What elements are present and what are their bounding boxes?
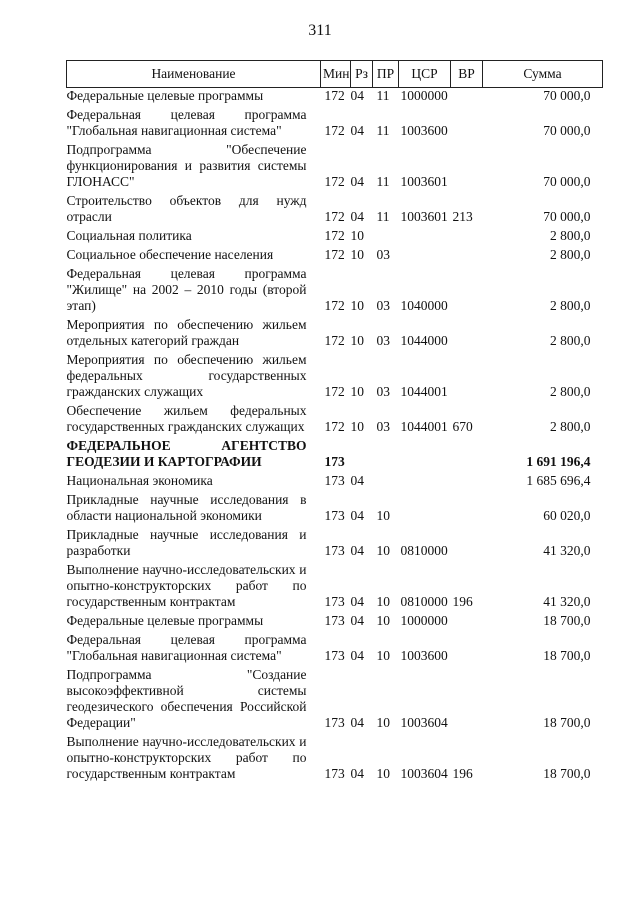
cell-min: 172: [324, 209, 345, 224]
cell-vr: [451, 107, 483, 142]
budget-table: [66, 60, 603, 785]
cell-sum: 41 320,0: [543, 594, 591, 609]
cell-csr: 1044001: [400, 419, 448, 434]
cell-vr: [451, 492, 483, 527]
cell-sum: 70 000,0: [543, 88, 591, 103]
cell-pr: 11: [376, 88, 390, 103]
cell-name: Федеральные целевые программы: [66, 88, 264, 103]
cell-sum: 2 800,0: [550, 419, 591, 434]
cell-rz: 10: [350, 333, 364, 348]
cell-rz: 10: [350, 247, 364, 262]
cell-csr: 1003600: [400, 123, 448, 138]
cell-sum: 2 800,0: [550, 333, 591, 348]
header-pr: ПР: [373, 61, 399, 88]
header-sum: Сумма: [483, 61, 603, 88]
cell-csr: 1040000: [400, 298, 448, 313]
cell-min: 172: [324, 228, 345, 243]
header-csr: ЦСР: [399, 61, 451, 88]
table-row: [67, 228, 603, 247]
cell-name: Строительство объектов для нужд отрасли: [66, 193, 307, 224]
table-row: [67, 667, 603, 734]
table-row: [67, 438, 603, 473]
cell-vr: [451, 438, 483, 473]
cell-rz: 04: [350, 613, 364, 628]
cell-csr: 1003600: [400, 648, 448, 663]
cell-pr: 10: [376, 715, 390, 730]
cell-min: 172: [324, 419, 345, 434]
cell-csr: 1044001: [400, 384, 448, 399]
cell-csr: 1003604: [400, 766, 448, 781]
cell-min: 172: [324, 384, 345, 399]
table-row: [67, 142, 603, 193]
cell-vr: [451, 667, 483, 734]
cell-pr: 10: [376, 648, 390, 663]
table-row: [67, 492, 603, 527]
table-row: [67, 266, 603, 317]
cell-rz: 04: [350, 594, 364, 609]
table-row: [67, 317, 603, 352]
cell-min: 173: [324, 473, 345, 488]
cell-name: Прикладные научные исследования и разработки: [66, 527, 307, 558]
cell-rz: [351, 438, 373, 473]
cell-rz: 10: [350, 419, 364, 434]
table-row: [67, 562, 603, 613]
cell-pr: 11: [376, 123, 390, 138]
cell-vr: [451, 247, 483, 266]
cell-vr: 670: [452, 419, 473, 434]
cell-sum: 70 000,0: [543, 123, 591, 138]
cell-rz: 04: [350, 209, 364, 224]
cell-pr: [373, 438, 399, 473]
cell-rz: 04: [350, 123, 364, 138]
cell-name: Федеральная целевая программа "Глобальная навигационная система": [66, 107, 307, 138]
cell-csr: 1044000: [400, 333, 448, 348]
cell-name: Выполнение научно-исследовательских и опытно-конструкторских работ по государственным контрактам: [66, 562, 307, 609]
cell-pr: 03: [376, 298, 390, 313]
cell-min: 172: [324, 247, 345, 262]
cell-pr: 10: [376, 543, 390, 558]
cell-csr: 1000000: [400, 88, 448, 103]
cell-vr: [451, 352, 483, 403]
cell-rz: 04: [350, 473, 364, 488]
cell-name: Социальная политика: [66, 228, 192, 243]
cell-sum: 1 691 196,4: [526, 454, 591, 469]
cell-name: Мероприятия по обеспечению жильем федеральных государственных гражданских служащих: [66, 352, 307, 399]
cell-sum: 1 685 696,4: [526, 473, 591, 488]
table-row: [67, 473, 603, 492]
cell-sum: 18 700,0: [543, 715, 591, 730]
cell-csr: 0810000: [400, 543, 448, 558]
cell-vr: 196: [452, 594, 473, 609]
cell-min: 173: [324, 766, 345, 781]
cell-csr: [399, 247, 451, 266]
cell-name: Мероприятия по обеспечению жильем отдельных категорий граждан: [66, 317, 307, 348]
table-row: [67, 734, 603, 785]
cell-pr: 03: [376, 333, 390, 348]
cell-min: 173: [324, 543, 345, 558]
cell-rz: 04: [350, 174, 364, 189]
cell-pr: 03: [376, 384, 390, 399]
cell-vr: [451, 228, 483, 247]
table-row: [67, 403, 603, 438]
cell-min: 173: [324, 613, 345, 628]
cell-min: 172: [324, 298, 345, 313]
cell-name: Подпрограмма "Обеспечение функционирования и развития системы ГЛОНАСС": [66, 142, 307, 189]
cell-pr: 10: [376, 508, 390, 523]
cell-name: Федеральные целевые программы: [66, 613, 264, 628]
cell-sum: 18 700,0: [543, 613, 591, 628]
cell-pr: 11: [376, 174, 390, 189]
cell-min: 173: [324, 454, 345, 469]
cell-pr: 10: [376, 594, 390, 609]
cell-pr: 10: [376, 613, 390, 628]
cell-sum: 60 020,0: [543, 508, 591, 523]
cell-vr: [451, 613, 483, 632]
header-vr: ВР: [451, 61, 483, 88]
cell-vr: [451, 142, 483, 193]
cell-csr: [399, 492, 451, 527]
cell-min: 172: [324, 88, 345, 103]
cell-min: 173: [324, 594, 345, 609]
cell-vr: [451, 317, 483, 352]
cell-rz: 04: [350, 88, 364, 103]
cell-csr: 1003604: [400, 715, 448, 730]
cell-rz: 04: [350, 543, 364, 558]
cell-csr: [399, 438, 451, 473]
table-row: [67, 613, 603, 632]
cell-sum: 18 700,0: [543, 766, 591, 781]
cell-pr: 11: [376, 209, 390, 224]
cell-pr: 03: [376, 419, 390, 434]
cell-name: Федеральная целевая программа "Глобальная навигационная система": [66, 632, 307, 663]
cell-pr: [373, 473, 399, 492]
cell-sum: 18 700,0: [543, 648, 591, 663]
cell-min: 172: [324, 123, 345, 138]
cell-sum: 70 000,0: [543, 174, 591, 189]
page-number: 311: [308, 22, 332, 39]
cell-rz: 04: [350, 766, 364, 781]
table-row: [67, 527, 603, 562]
cell-vr: 213: [452, 209, 473, 224]
cell-sum: 2 800,0: [550, 298, 591, 313]
cell-sum: 41 320,0: [543, 543, 591, 558]
cell-name: Выполнение научно-исследовательских и опытно-конструкторских работ по государственным контрактам: [66, 734, 307, 781]
table-row: [67, 352, 603, 403]
table-body: [67, 88, 603, 786]
header-name: Наименование: [67, 61, 321, 88]
cell-csr: [399, 473, 451, 492]
cell-sum: 70 000,0: [543, 209, 591, 224]
cell-rz: 10: [350, 298, 364, 313]
cell-rz: 04: [350, 508, 364, 523]
cell-csr: [399, 228, 451, 247]
cell-rz: 04: [350, 648, 364, 663]
table-row: [67, 247, 603, 266]
cell-sum: 2 800,0: [550, 228, 591, 243]
cell-name: Прикладные научные исследования в области национальной экономики: [66, 492, 307, 523]
cell-csr: 1000000: [400, 613, 448, 628]
cell-pr: 10: [376, 766, 390, 781]
cell-rz: 10: [350, 384, 364, 399]
cell-min: 173: [324, 715, 345, 730]
cell-rz: 10: [350, 228, 364, 243]
cell-pr: [373, 228, 399, 247]
cell-vr: [451, 632, 483, 667]
cell-name: Социальное обеспечение населения: [66, 247, 274, 262]
cell-rz: 04: [350, 715, 364, 730]
cell-name: Федеральная целевая программа "Жилище" на 2002 – 2010 годы (второй этап): [66, 266, 307, 313]
cell-min: 173: [324, 648, 345, 663]
table-row: [67, 632, 603, 667]
cell-vr: [451, 88, 483, 108]
table-row: [67, 88, 603, 108]
table-header: [67, 61, 603, 88]
cell-vr: [451, 473, 483, 492]
cell-name: Национальная экономика: [66, 473, 213, 488]
cell-csr: 1003601: [400, 209, 448, 224]
cell-vr: [451, 266, 483, 317]
cell-min: 172: [324, 333, 345, 348]
cell-sum: 2 800,0: [550, 247, 591, 262]
cell-pr: 03: [376, 247, 390, 262]
table-row: [67, 107, 603, 142]
cell-name: Обеспечение жильем федеральных государственных гражданских служащих: [66, 403, 307, 434]
header-min: Мин: [321, 61, 351, 88]
cell-csr: 0810000: [400, 594, 448, 609]
cell-min: 173: [324, 508, 345, 523]
cell-csr: 1003601: [400, 174, 448, 189]
table-row: [67, 193, 603, 228]
header-rz: Рз: [351, 61, 373, 88]
cell-vr: 196: [452, 766, 473, 781]
cell-name: Подпрограмма "Создание высокоэффективной системы геодезического обеспечения Российской Федерации": [66, 667, 307, 730]
cell-sum: 2 800,0: [550, 384, 591, 399]
cell-vr: [451, 527, 483, 562]
cell-name: ФЕДЕРАЛЬНОЕ АГЕНТСТВО ГЕОДЕЗИИ И КАРТОГРАФИИ: [66, 438, 307, 469]
cell-min: 172: [324, 174, 345, 189]
